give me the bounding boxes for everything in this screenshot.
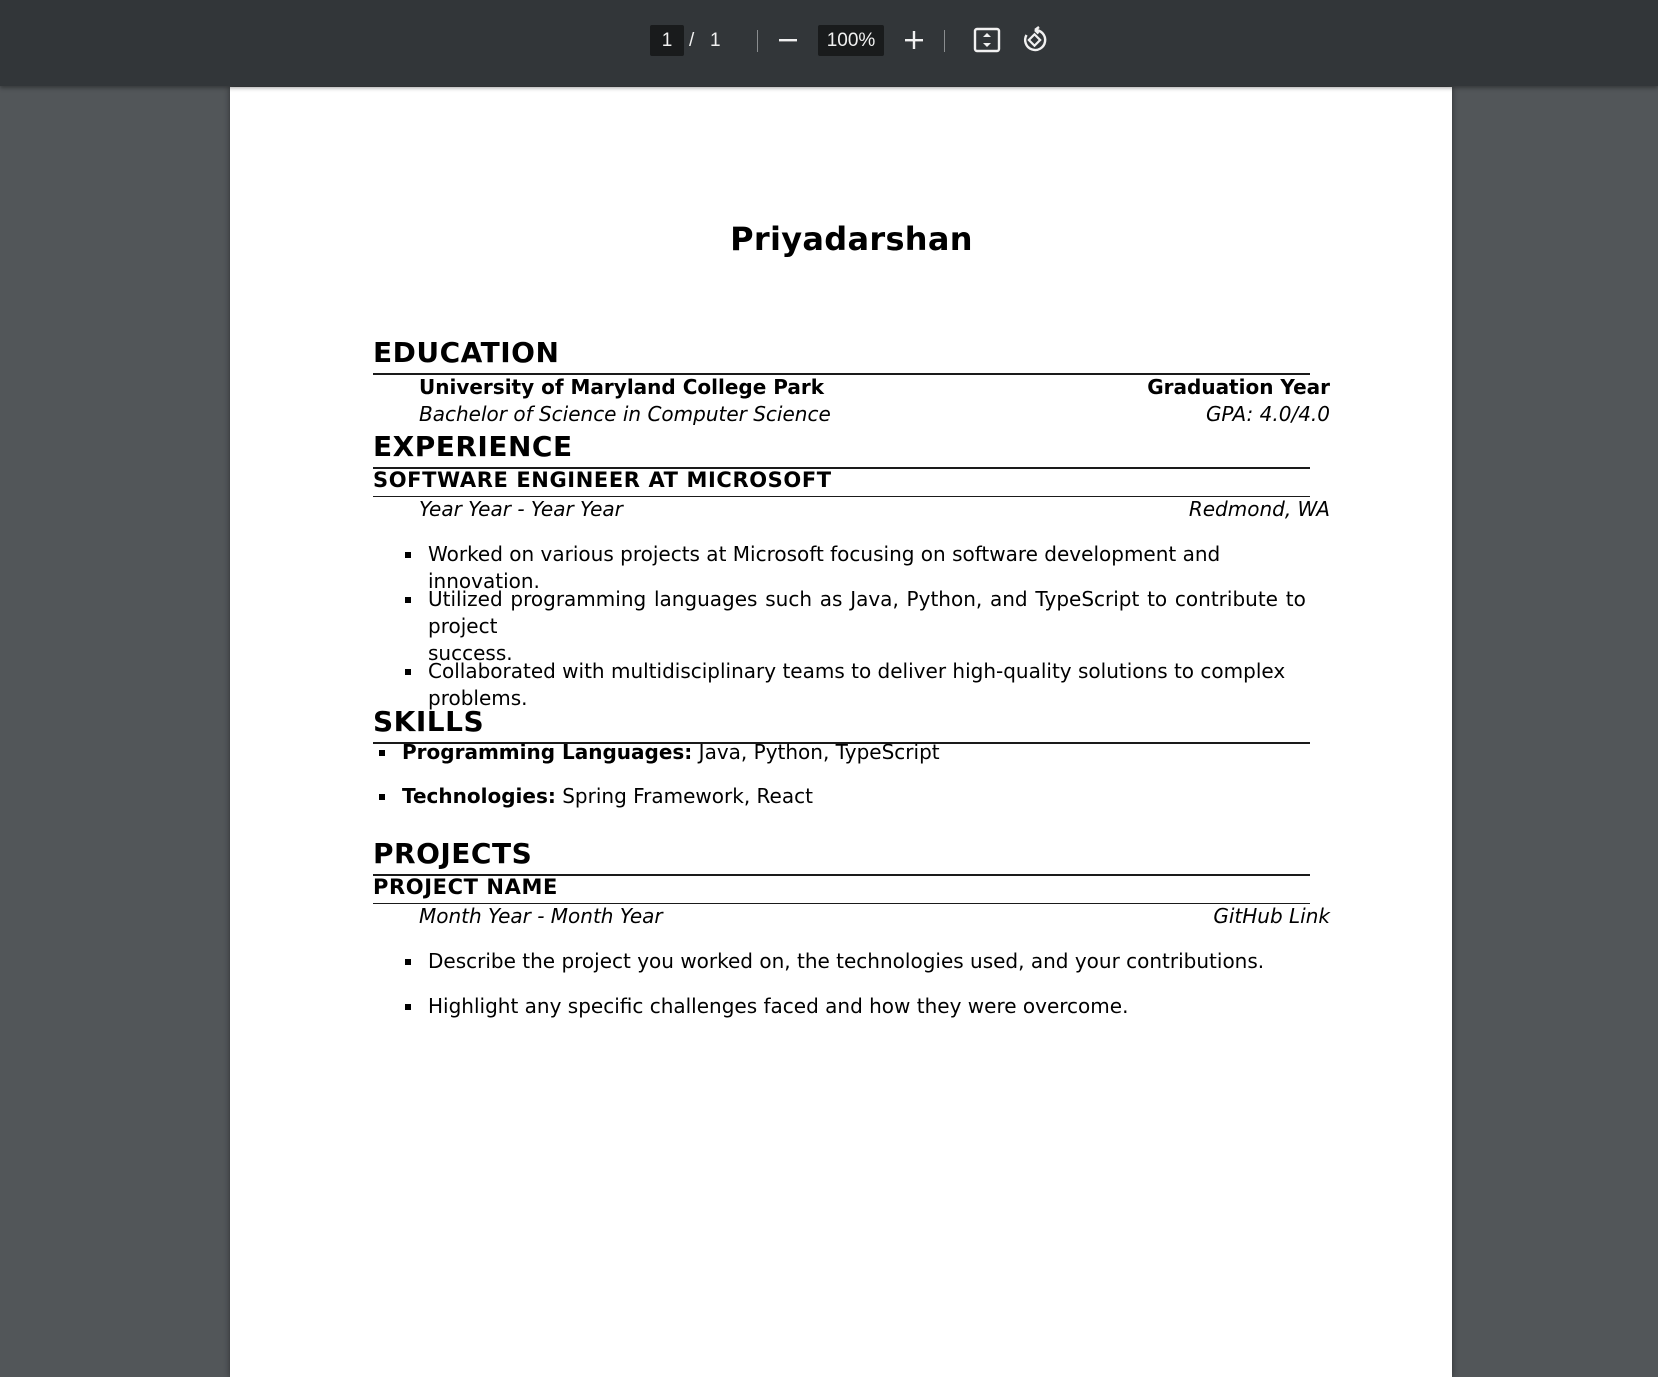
bullet-icon	[379, 794, 385, 800]
list-item	[403, 948, 1303, 975]
degree: Bachelor of Science in Computer Science	[419, 402, 831, 426]
job-dates: Year Year - Year Year	[419, 497, 623, 521]
section-title-education: EDUCATION	[373, 336, 560, 369]
minus-icon	[778, 30, 798, 50]
section-title-experience: EXPERIENCE	[373, 430, 573, 463]
bullet-icon	[405, 1004, 411, 1010]
experience-bullet-2-cont: success.	[428, 641, 513, 665]
skill-label: Technologies:	[402, 784, 556, 808]
experience-bullet-2: Utilized programming languages such as Java, Python, and TypeScript to contribute to project	[428, 587, 1306, 638]
project-meta-row	[419, 904, 1330, 928]
pdf-page	[230, 87, 1452, 1377]
project-dates: Month Year - Month Year	[419, 904, 663, 928]
section-title-skills: SKILLS	[373, 705, 485, 738]
project-bullet-1: Describe the project you worked on, the technologies used, and your contributions.	[428, 949, 1265, 973]
school-name: University of Maryland College Park	[419, 375, 825, 399]
project-link[interactable]: GitHub Link	[1213, 904, 1330, 928]
fit-page-button[interactable]	[969, 22, 1005, 58]
experience-bullet-3: Collaborated with multidisciplinary teams to deliver high-quality solutions to complex problems.	[428, 659, 1286, 710]
job-location: Redmond, WA	[1188, 497, 1330, 521]
list-item	[403, 586, 1313, 667]
gpa: GPA: 4.0/4.0	[1205, 402, 1330, 426]
fit-to-page-icon	[973, 27, 1001, 53]
resume-name: Priyadarshan	[730, 220, 973, 258]
zoom-level-input[interactable]: 100%	[818, 25, 884, 56]
rotate-button[interactable]	[1017, 22, 1053, 58]
bullet-icon	[405, 669, 411, 675]
project-name: PROJECT NAME	[373, 875, 558, 899]
skill-value: Spring Framework, React	[562, 784, 813, 808]
plus-icon	[904, 30, 924, 50]
bullet-icon	[379, 750, 385, 756]
list-item	[403, 993, 1303, 1020]
page-number-input[interactable]: 1	[650, 25, 684, 56]
pdf-toolbar	[0, 0, 1658, 86]
bullet-icon	[405, 959, 411, 965]
skill-label: Programming Languages:	[402, 740, 693, 764]
zoom-in-button[interactable]	[897, 22, 931, 58]
bullet-icon	[405, 552, 411, 558]
list-item	[377, 739, 1277, 766]
toolbar-divider	[757, 30, 758, 52]
toolbar-divider	[944, 30, 945, 52]
skill-value: Java, Python, TypeScript	[698, 740, 940, 764]
total-pages: 1	[710, 30, 721, 51]
page-separator: /	[689, 30, 695, 51]
education-row-2	[419, 402, 1330, 426]
zoom-out-button[interactable]	[771, 22, 805, 58]
education-row-1	[419, 375, 1330, 399]
graduation-date: Graduation Year	[1147, 375, 1330, 399]
project-bullet-2: Highlight any specific challenges faced and how they were overcome.	[428, 994, 1129, 1018]
rotate-icon	[1021, 26, 1049, 54]
experience-meta-row	[419, 497, 1330, 521]
experience-bullet-1: Worked on various projects at Microsoft focusing on software development and innovation.	[428, 542, 1221, 593]
list-item	[403, 658, 1313, 712]
job-title: SOFTWARE ENGINEER AT MICROSOFT	[373, 468, 832, 492]
section-title-projects: PROJECTS	[373, 837, 533, 870]
bullet-icon	[405, 597, 411, 603]
list-item	[377, 783, 1277, 810]
